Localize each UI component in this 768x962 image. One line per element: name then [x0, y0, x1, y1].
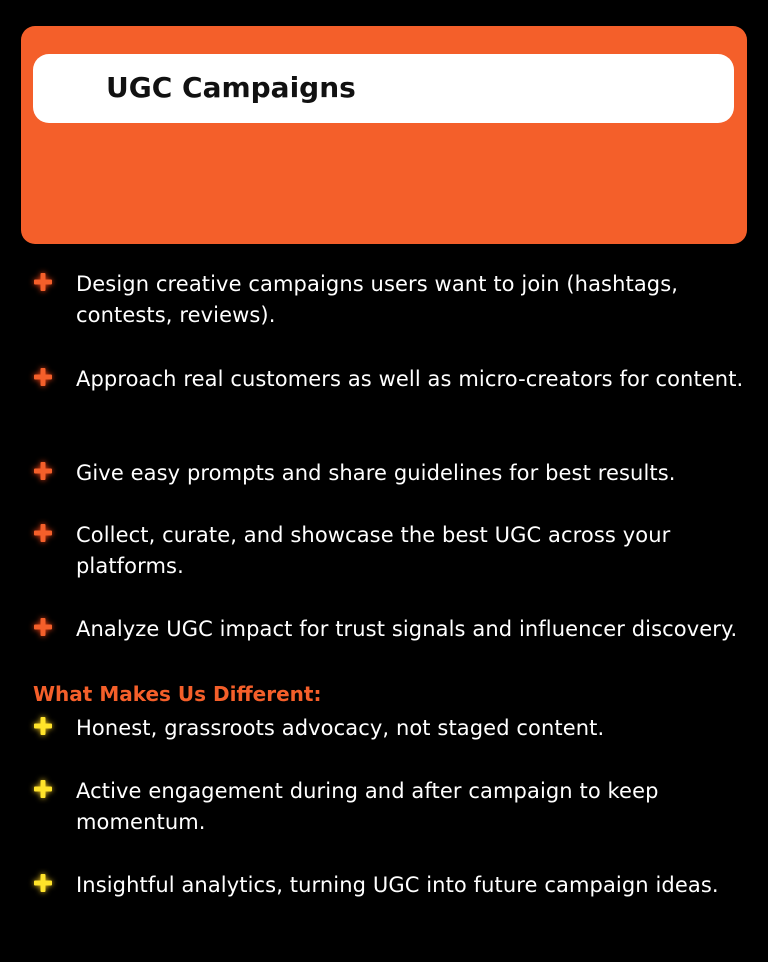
- title-pill: [33, 54, 734, 123]
- list-item-text: Insightful analytics, turning UGC into future campaign ideas.: [76, 873, 719, 897]
- list-item-text: Give easy prompts and share guidelines for best results.: [76, 461, 676, 485]
- section-heading: What Makes Us Different:: [33, 682, 322, 706]
- page-title: UGC Campaigns: [106, 71, 356, 104]
- list-item-text: Design creative campaigns users want to join (hashtags, contests, reviews).: [76, 272, 679, 327]
- plus-icon: [33, 523, 53, 543]
- list-item-text: Honest, grassroots advocacy, not staged content.: [76, 716, 605, 740]
- plus-icon: [33, 367, 53, 387]
- plus-icon: [33, 461, 53, 481]
- plus-icon: [33, 873, 53, 893]
- plus-icon: [33, 617, 53, 637]
- list-item-text: Collect, curate, and showcase the best UGC across your platforms.: [76, 523, 671, 578]
- plus-icon: [33, 779, 53, 799]
- header-card: [21, 26, 747, 244]
- list-item-text: Approach real customers as well as micro-creators for content.: [76, 367, 744, 391]
- list-item-text: Active engagement during and after campaign to keep momentum.: [76, 779, 659, 834]
- plus-icon: [33, 272, 53, 292]
- list-item-text: Analyze UGC impact for trust signals and influencer discovery.: [76, 617, 738, 641]
- plus-icon: [33, 716, 53, 736]
